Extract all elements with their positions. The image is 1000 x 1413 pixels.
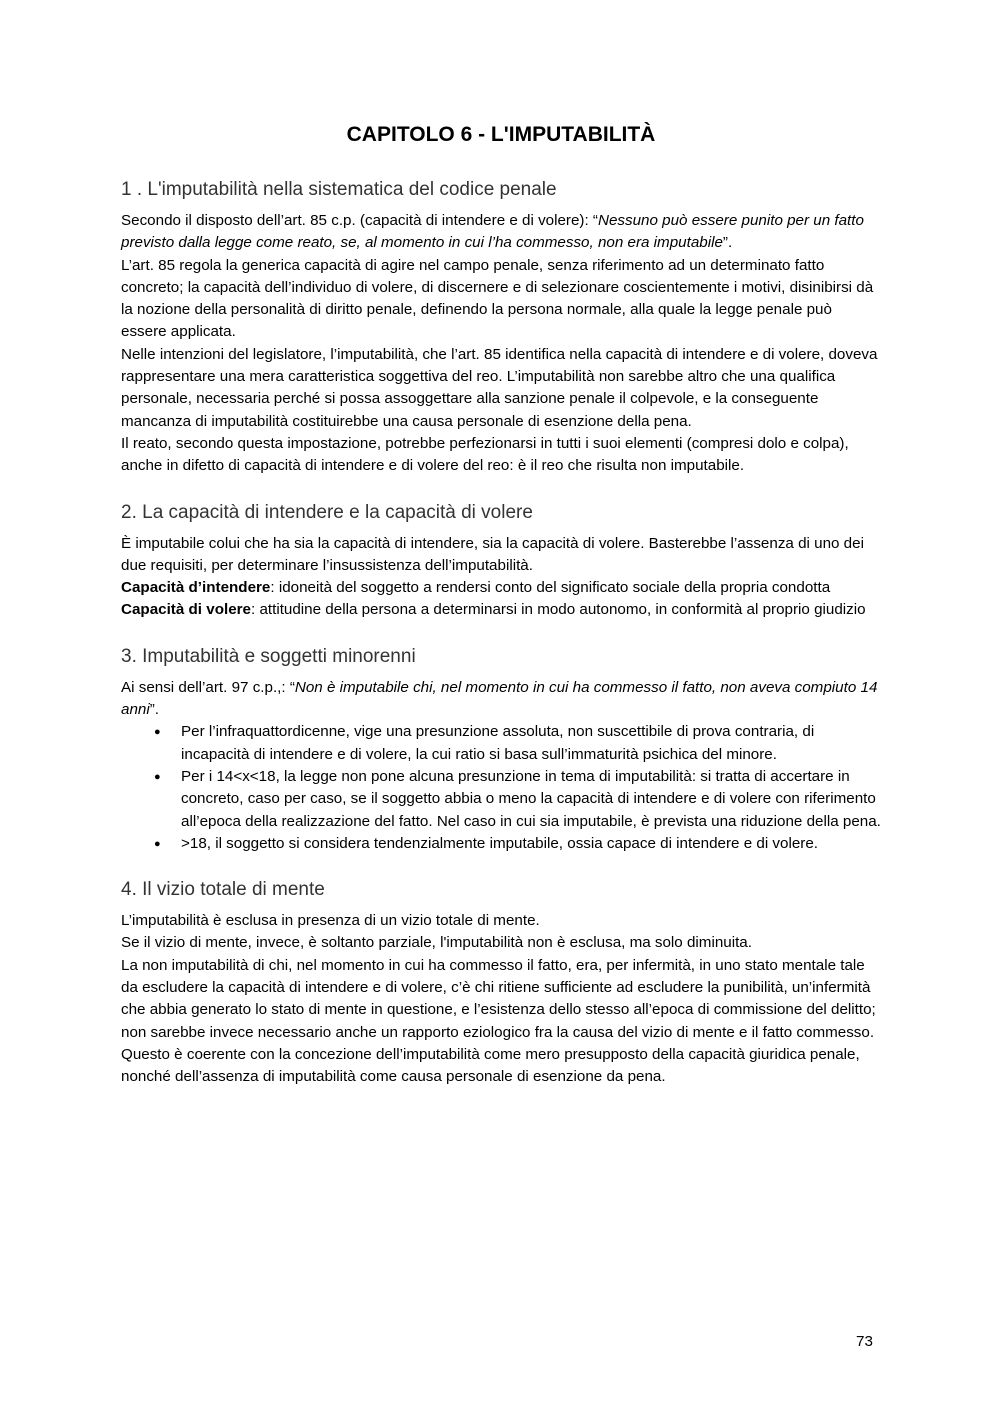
definition [121, 577, 881, 599]
section-1 [121, 176, 881, 478]
definition-text: : attitudine della persona a determinarsi in modo autonomo, in conformità al proprio giudizio [251, 601, 866, 619]
paragraph-text: ”. [149, 701, 159, 719]
definition-term: Capacità di volere [121, 601, 251, 619]
paragraph: La non imputabilità di chi, nel momento in cui ha commesso il fatto, era, per infermità, in uno stato mentale tale da escludere la capacità di intendere e di volere, c’è chi ritiene sufficiente ad escludere la punibilità, un’infermità che abbia generato lo stato di mente in questione, e l’esistenza dello stesso all’epoca di commissione del delitto; non sarebbe invece necessario anche un rapporto eziologico fra la causa del vizio di mente e il fatto commesso. Questo è coerente con la concezione dell’imputabilità come mero presupposto della capacità giuridica penale, nonché dell’assenza di imputabilità come causa personale di esenzione da pena. [121, 956, 876, 1086]
list-item-text: Per l’infraquattordicenne, vige una presunzione assoluta, non suscettibile di prova contraria, di incapacità di intendere e di volere, la cui ratio si basa sull’immaturità psichica del minore. [181, 723, 815, 763]
list-item-text: >18, il soggetto si considera tendenzialmente imputabile, ossia capace di intendere e di volere. [181, 834, 818, 852]
list-item-text: Per i 14<x<18, la legge non pone alcuna presunzione in tema di imputabilità: si tratta di accertare in concreto, caso per caso, se il soggetto abbia o meno la capacità di intendere e di volere con riferimento all’epoca della realizzazione del fatto. Nel caso in cui sia imputabile, è prevista una riduzione della pena. [181, 767, 881, 830]
quote-text: Nessuno può essere punito per un fatto previsto dalla legge come reato, se, al momento in cui l’ha commesso, non era imputabile [121, 212, 864, 252]
definition [121, 599, 881, 621]
paragraph: Se il vizio di mente, invece, è soltanto parziale, l'imputabilità non è esclusa, ma solo diminuita. [121, 934, 752, 952]
chapter-title: CAPITOLO 6 - L'IMPUTABILITÀ [346, 123, 656, 146]
list-item [121, 766, 881, 833]
list-item [121, 833, 881, 855]
paragraph-text: Ai sensi dell’art. 97 c.p.,: “ [121, 678, 295, 696]
paragraph: L’imputabilità è esclusa in presenza di un vizio totale di mente. [121, 912, 540, 930]
bullet-icon: ● [154, 770, 161, 783]
page-content [121, 118, 881, 1089]
paragraph: Nelle intenzioni del legislatore, l’imputabilità, che l’art. 85 identifica nella capacità di intendere e di volere, doveva rappresentare una mera caratteristica soggettiva del reo. L’imputabilità non sarebbe altro che una qualifica personale, necessaria perché si possa assoggettare alla sanzione penale il colpevole, e la conseguente mancanza di imputabilità costituirebbe una causa personale di esenzione della pena. [121, 345, 878, 430]
list-item [121, 721, 881, 766]
page-number: 73 [856, 1333, 873, 1350]
paragraph-text: Secondo il disposto dell’art. 85 c.p. (capacità di intendere e di volere): “ [121, 212, 598, 229]
definition-term: Capacità d’intendere [121, 579, 271, 597]
paragraph: È imputabile colui che ha sia la capacità di intendere, sia la capacità di volere. Basterebbe l’assenza di uno dei due requisiti, per determinare l’insussistenza dell’imputabilità. [121, 534, 864, 574]
paragraph [121, 677, 881, 722]
quote-text: Non è imputabile chi, nel momento in cui ha commesso il fatto, non aveva compiuto 14 anni [121, 678, 878, 719]
paragraph: L’art. 85 regola la generica capacità di agire nel campo penale, senza riferimento ad un determinato fatto concreto; la capacità dell’individuo di volere, di discernere e di selezionare coscientemente i motivi, disinibirsi dà la nozione della personalità di diritto penale, definendo la persona normale, alla quale la legge penale può essere applicata. [121, 256, 874, 341]
section-heading: 1 . L'imputabilità nella sistematica del codice penale [121, 179, 557, 200]
section-heading: 4. Il vizio totale di mente [121, 879, 325, 901]
bullet-icon: ● [154, 726, 161, 739]
section-heading: 2. La capacità di intendere e la capacità di volere [121, 501, 533, 523]
paragraph: Il reato, secondo questa impostazione, potrebbe perfezionarsi in tutti i suoi elementi (compresi dolo e colpa), anche in difetto di capacità di intendere e di volere del reo: è il reo che risulta non imputabile. [121, 434, 849, 475]
section-heading: 3. Imputabilità e soggetti minorenni [121, 645, 416, 667]
bullet-icon: ● [154, 837, 161, 850]
paragraph [121, 210, 881, 255]
section-4 [121, 876, 881, 1088]
bullet-list [121, 721, 881, 855]
section-2 [121, 499, 881, 622]
section-3 [121, 643, 881, 855]
paragraph-text: ”. [722, 234, 733, 252]
definition-text: : idoneità del soggetto a rendersi conto del significato sociale della propria condotta [270, 579, 831, 597]
